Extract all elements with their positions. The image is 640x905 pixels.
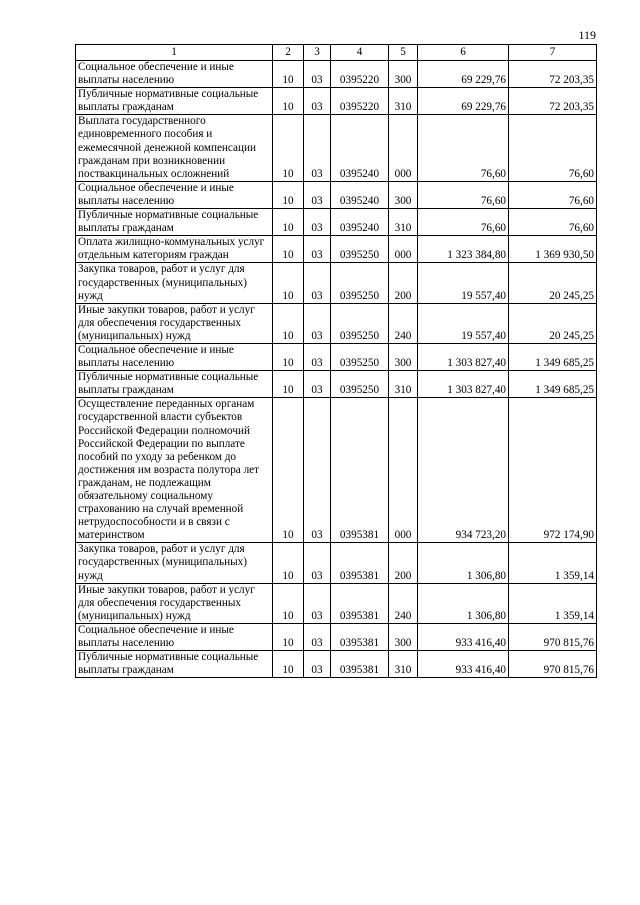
table-header-row <box>76 45 597 61</box>
subsection-code-cell: 03 <box>304 236 331 263</box>
table-row <box>76 263 597 303</box>
target-article-cell: 0395381 <box>331 651 389 678</box>
column-header: 5 <box>389 45 418 61</box>
expense-type-cell: 310 <box>389 651 418 678</box>
section-code-cell: 10 <box>273 623 304 650</box>
amount-col7-cell: 972 174,90 <box>509 398 597 543</box>
table-row <box>76 651 597 678</box>
amount-col6-cell: 76,60 <box>418 209 509 236</box>
table-row <box>76 371 597 398</box>
column-header: 6 <box>418 45 509 61</box>
column-header: 1 <box>76 45 273 61</box>
expense-type-cell: 300 <box>389 343 418 370</box>
amount-col6-cell: 933 416,40 <box>418 623 509 650</box>
amount-col6-cell: 933 416,40 <box>418 651 509 678</box>
expense-type-cell: 240 <box>389 303 418 343</box>
amount-col6-cell: 76,60 <box>418 181 509 208</box>
expense-type-cell: 300 <box>389 181 418 208</box>
table-row <box>76 115 597 181</box>
section-code-cell: 10 <box>273 236 304 263</box>
expense-name-cell: Публичные нормативные социальные выплаты гражданам <box>76 371 273 398</box>
section-code-cell: 10 <box>273 583 304 623</box>
column-header: 3 <box>304 45 331 61</box>
amount-col6-cell: 19 557,40 <box>418 303 509 343</box>
amount-col6-cell: 19 557,40 <box>418 263 509 303</box>
table-row <box>76 303 597 343</box>
column-header: 4 <box>331 45 389 61</box>
subsection-code-cell: 03 <box>304 88 331 115</box>
subsection-code-cell: 03 <box>304 303 331 343</box>
expense-type-cell: 310 <box>389 88 418 115</box>
expense-name-cell: Публичные нормативные социальные выплаты гражданам <box>76 651 273 678</box>
amount-col6-cell: 69 229,76 <box>418 61 509 88</box>
target-article-cell: 0395220 <box>331 61 389 88</box>
amount-col6-cell: 1 323 384,80 <box>418 236 509 263</box>
target-article-cell: 0395250 <box>331 371 389 398</box>
expense-type-cell: 300 <box>389 61 418 88</box>
expense-name-cell: Публичные нормативные социальные выплаты гражданам <box>76 88 273 115</box>
subsection-code-cell: 03 <box>304 398 331 543</box>
amount-col6-cell: 76,60 <box>418 115 509 181</box>
target-article-cell: 0395240 <box>331 181 389 208</box>
amount-col7-cell: 76,60 <box>509 181 597 208</box>
expense-name-cell: Социальное обеспечение и иные выплаты населению <box>76 343 273 370</box>
subsection-code-cell: 03 <box>304 209 331 236</box>
amount-col6-cell: 1 303 827,40 <box>418 343 509 370</box>
table-row <box>76 181 597 208</box>
amount-col7-cell: 970 815,76 <box>509 623 597 650</box>
section-code-cell: 10 <box>273 303 304 343</box>
section-code-cell: 10 <box>273 343 304 370</box>
section-code-cell: 10 <box>273 371 304 398</box>
amount-col6-cell: 1 303 827,40 <box>418 371 509 398</box>
expense-name-cell: Публичные нормативные социальные выплаты гражданам <box>76 209 273 236</box>
amount-col7-cell: 72 203,35 <box>509 88 597 115</box>
target-article-cell: 0395250 <box>331 263 389 303</box>
subsection-code-cell: 03 <box>304 343 331 370</box>
expense-name-cell: Социальное обеспечение и иные выплаты населению <box>76 623 273 650</box>
amount-col6-cell: 1 306,80 <box>418 583 509 623</box>
amount-col7-cell: 970 815,76 <box>509 651 597 678</box>
expense-type-cell: 000 <box>389 236 418 263</box>
amount-col7-cell: 1 369 930,50 <box>509 236 597 263</box>
expense-type-cell: 310 <box>389 209 418 236</box>
expense-name-cell: Иные закупки товаров, работ и услуг для обеспечения государственных (муниципальных) нужд <box>76 583 273 623</box>
expense-name-cell: Выплата государственного единовременного пособия и ежемесячной денежной компенсации гражданам при возникновении поствакцинальных осложнений <box>76 115 273 181</box>
table-row <box>76 398 597 543</box>
target-article-cell: 0395250 <box>331 236 389 263</box>
table-row <box>76 209 597 236</box>
section-code-cell: 10 <box>273 543 304 583</box>
subsection-code-cell: 03 <box>304 583 331 623</box>
expense-type-cell: 300 <box>389 623 418 650</box>
subsection-code-cell: 03 <box>304 543 331 583</box>
expense-type-cell: 310 <box>389 371 418 398</box>
section-code-cell: 10 <box>273 209 304 236</box>
table-row <box>76 61 597 88</box>
target-article-cell: 0395381 <box>331 543 389 583</box>
section-code-cell: 10 <box>273 398 304 543</box>
amount-col6-cell: 1 306,80 <box>418 543 509 583</box>
section-code-cell: 10 <box>273 651 304 678</box>
target-article-cell: 0395240 <box>331 115 389 181</box>
amount-col7-cell: 1 349 685,25 <box>509 371 597 398</box>
amount-col7-cell: 20 245,25 <box>509 303 597 343</box>
subsection-code-cell: 03 <box>304 181 331 208</box>
subsection-code-cell: 03 <box>304 115 331 181</box>
budget-table <box>75 44 597 678</box>
amount-col7-cell: 76,60 <box>509 115 597 181</box>
section-code-cell: 10 <box>273 61 304 88</box>
table-row <box>76 543 597 583</box>
expense-type-cell: 000 <box>389 115 418 181</box>
table-row <box>76 88 597 115</box>
section-code-cell: 10 <box>273 263 304 303</box>
target-article-cell: 0395240 <box>331 209 389 236</box>
section-code-cell: 10 <box>273 181 304 208</box>
amount-col7-cell: 72 203,35 <box>509 61 597 88</box>
subsection-code-cell: 03 <box>304 371 331 398</box>
subsection-code-cell: 03 <box>304 263 331 303</box>
expense-name-cell: Осуществление переданных органам государственной власти субъектов Российской Федерации полномочий Российской Федерации по выплате пособий по уходу за ребенком до достижения им возраста полутора лет гражданам, не подлежащим обязательному социальному страхованию на случай временной нетрудоспособности и в связи с материнством <box>76 398 273 543</box>
subsection-code-cell: 03 <box>304 651 331 678</box>
expense-type-cell: 200 <box>389 263 418 303</box>
expense-name-cell: Социальное обеспечение и иные выплаты населению <box>76 181 273 208</box>
table-row <box>76 583 597 623</box>
target-article-cell: 0395250 <box>331 303 389 343</box>
amount-col7-cell: 20 245,25 <box>509 263 597 303</box>
amount-col7-cell: 1 359,14 <box>509 583 597 623</box>
amount-col7-cell: 1 359,14 <box>509 543 597 583</box>
expense-name-cell: Закупка товаров, работ и услуг для государственных (муниципальных) нужд <box>76 263 273 303</box>
target-article-cell: 0395381 <box>331 583 389 623</box>
table-row <box>76 236 597 263</box>
subsection-code-cell: 03 <box>304 623 331 650</box>
table-row <box>76 343 597 370</box>
amount-col7-cell: 76,60 <box>509 209 597 236</box>
page-number: 119 <box>578 28 596 42</box>
target-article-cell: 0395381 <box>331 398 389 543</box>
target-article-cell: 0395220 <box>331 88 389 115</box>
expense-name-cell: Иные закупки товаров, работ и услуг для обеспечения государственных (муниципальных) нужд <box>76 303 273 343</box>
section-code-cell: 10 <box>273 115 304 181</box>
target-article-cell: 0395250 <box>331 343 389 370</box>
column-header: 7 <box>509 45 597 61</box>
amount-col6-cell: 69 229,76 <box>418 88 509 115</box>
expense-name-cell: Оплата жилищно-коммунальных услуг отдельным категориям граждан <box>76 236 273 263</box>
expense-type-cell: 200 <box>389 543 418 583</box>
expense-type-cell: 000 <box>389 398 418 543</box>
amount-col6-cell: 934 723,20 <box>418 398 509 543</box>
expense-type-cell: 240 <box>389 583 418 623</box>
target-article-cell: 0395381 <box>331 623 389 650</box>
section-code-cell: 10 <box>273 88 304 115</box>
subsection-code-cell: 03 <box>304 61 331 88</box>
expense-name-cell: Социальное обеспечение и иные выплаты населению <box>76 61 273 88</box>
column-header: 2 <box>273 45 304 61</box>
expense-name-cell: Закупка товаров, работ и услуг для государственных (муниципальных) нужд <box>76 543 273 583</box>
table-row <box>76 623 597 650</box>
amount-col7-cell: 1 349 685,25 <box>509 343 597 370</box>
